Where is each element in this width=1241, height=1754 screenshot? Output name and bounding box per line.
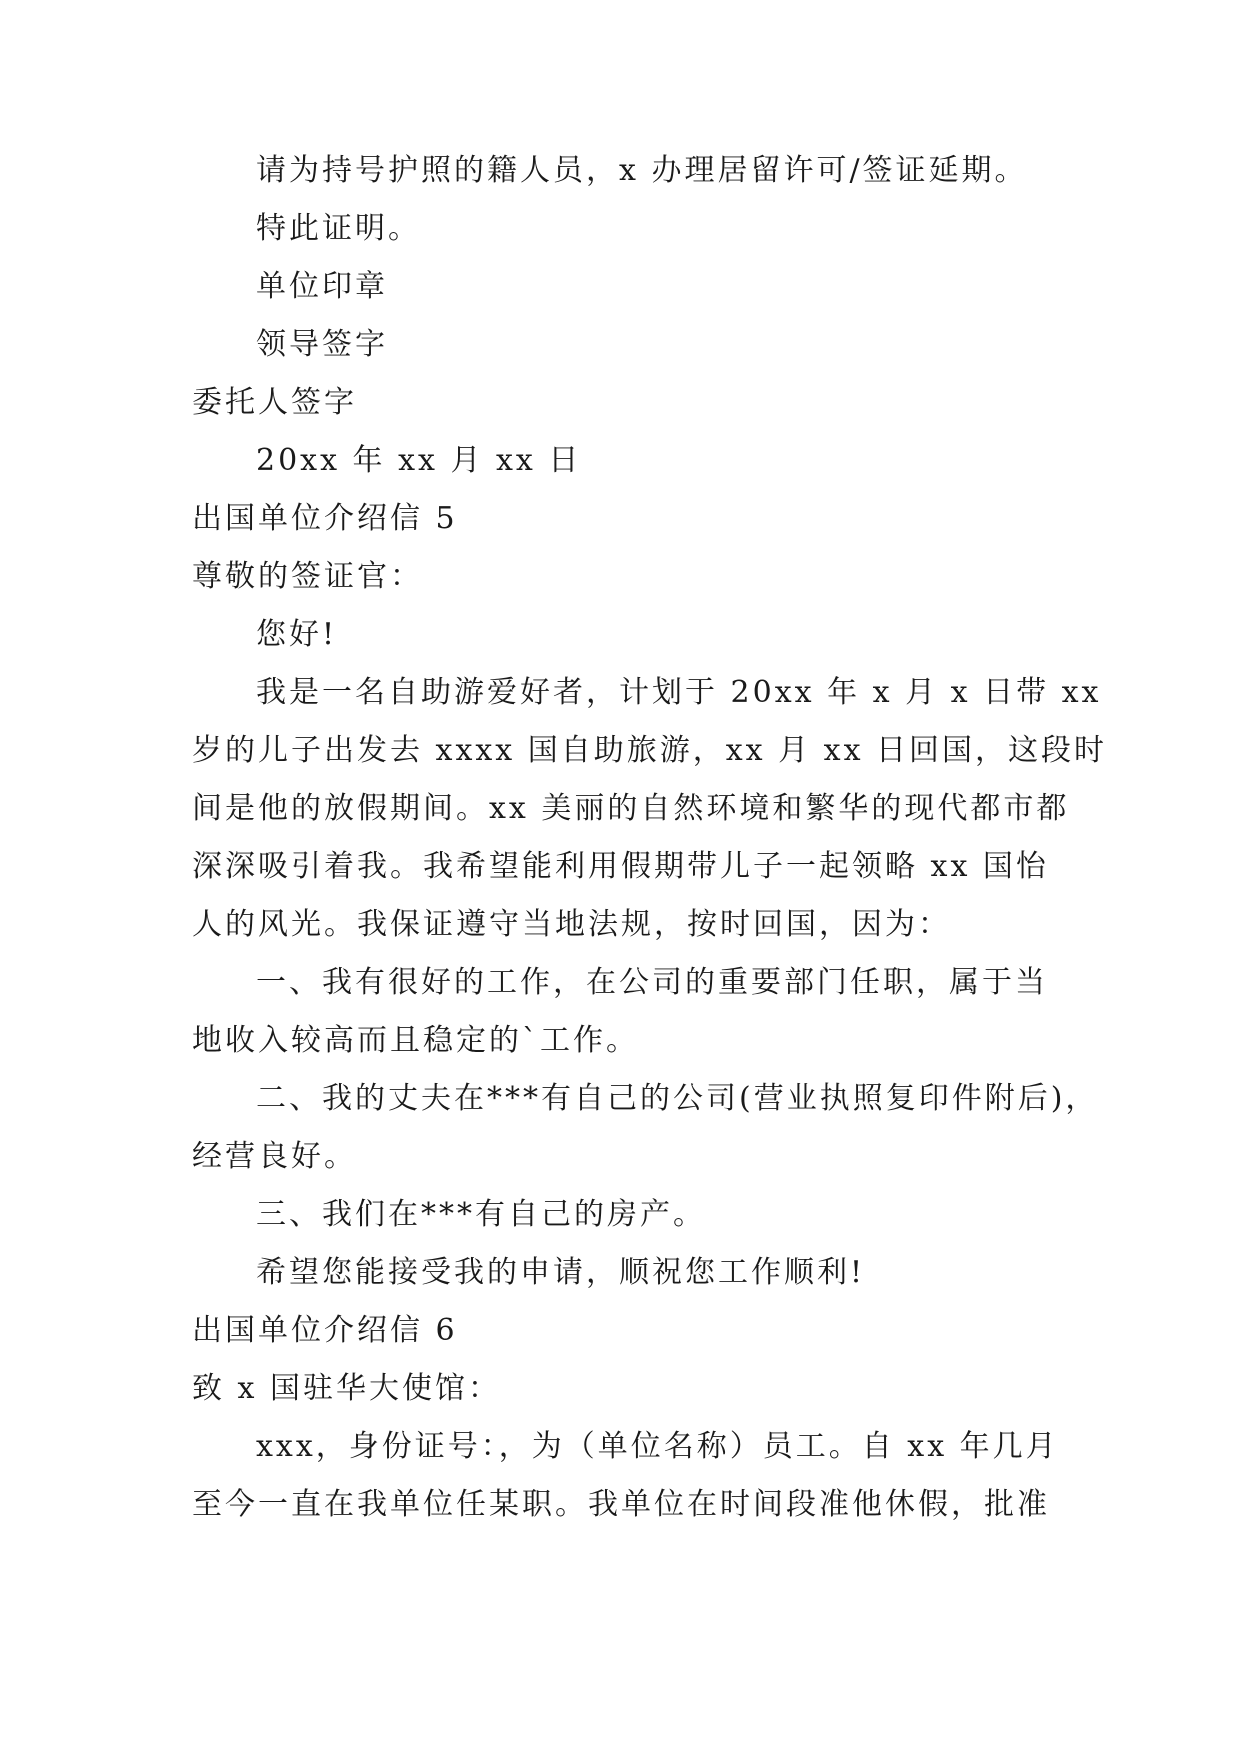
salutation: 尊敬的签证官：: [192, 559, 423, 594]
text-line: 深深吸引着我。我希望能利用假期带儿子一起领略 xx 国怡: [192, 849, 1049, 884]
text-line: 经营良好。: [192, 1139, 357, 1174]
text-line: xxx，身份证号：，为（单位名称）员工。自 xx 年几月: [256, 1429, 1059, 1464]
section-heading: 出国单位介绍信 5: [192, 501, 458, 536]
text-line: 人的风光。我保证遵守当地法规，按时回国，因为：: [192, 907, 951, 942]
text-line: 岁的儿子出发去 xxxx 国自助旅游，xx 月 xx 日回国，这段时: [192, 733, 1108, 768]
text-line: 地收入较高而且稳定的`工作。: [192, 1023, 639, 1058]
text-line: 特此证明。: [256, 211, 421, 246]
text-line: 希望您能接受我的申请，顺祝您工作顺利!: [256, 1255, 866, 1290]
text-line: 我是一名自助游爱好者，计划于 20xx 年 x 月 x 日带 xx: [256, 675, 1102, 710]
text-line: 领导签字: [256, 327, 388, 362]
text-line: 委托人签字: [192, 385, 357, 420]
text-line: 间是他的放假期间。xx 美丽的自然环境和繁华的现代都市都: [192, 791, 1070, 826]
salutation: 致 x 国驻华大使馆：: [192, 1371, 501, 1406]
greeting: 您好!: [256, 617, 338, 652]
text-line: 二、我的丈夫在***有自己的公司(营业执照复印件附后)，: [256, 1081, 1099, 1116]
text-line: 一、我有很好的工作，在公司的重要部门任职，属于当: [256, 965, 1048, 1000]
section-heading: 出国单位介绍信 6: [192, 1313, 458, 1348]
text-line: 单位印章: [256, 269, 388, 304]
text-line: 至今一直在我单位任某职。我单位在时间段准他休假，批准: [192, 1487, 1050, 1522]
text-line: 请为持号护照的籍人员，x 办理居留许可/签证延期。: [256, 153, 1028, 188]
date-line: 20xx 年 xx 月 xx 日: [256, 443, 582, 478]
text-line: 三、我们在***有自己的房产。: [256, 1197, 706, 1232]
